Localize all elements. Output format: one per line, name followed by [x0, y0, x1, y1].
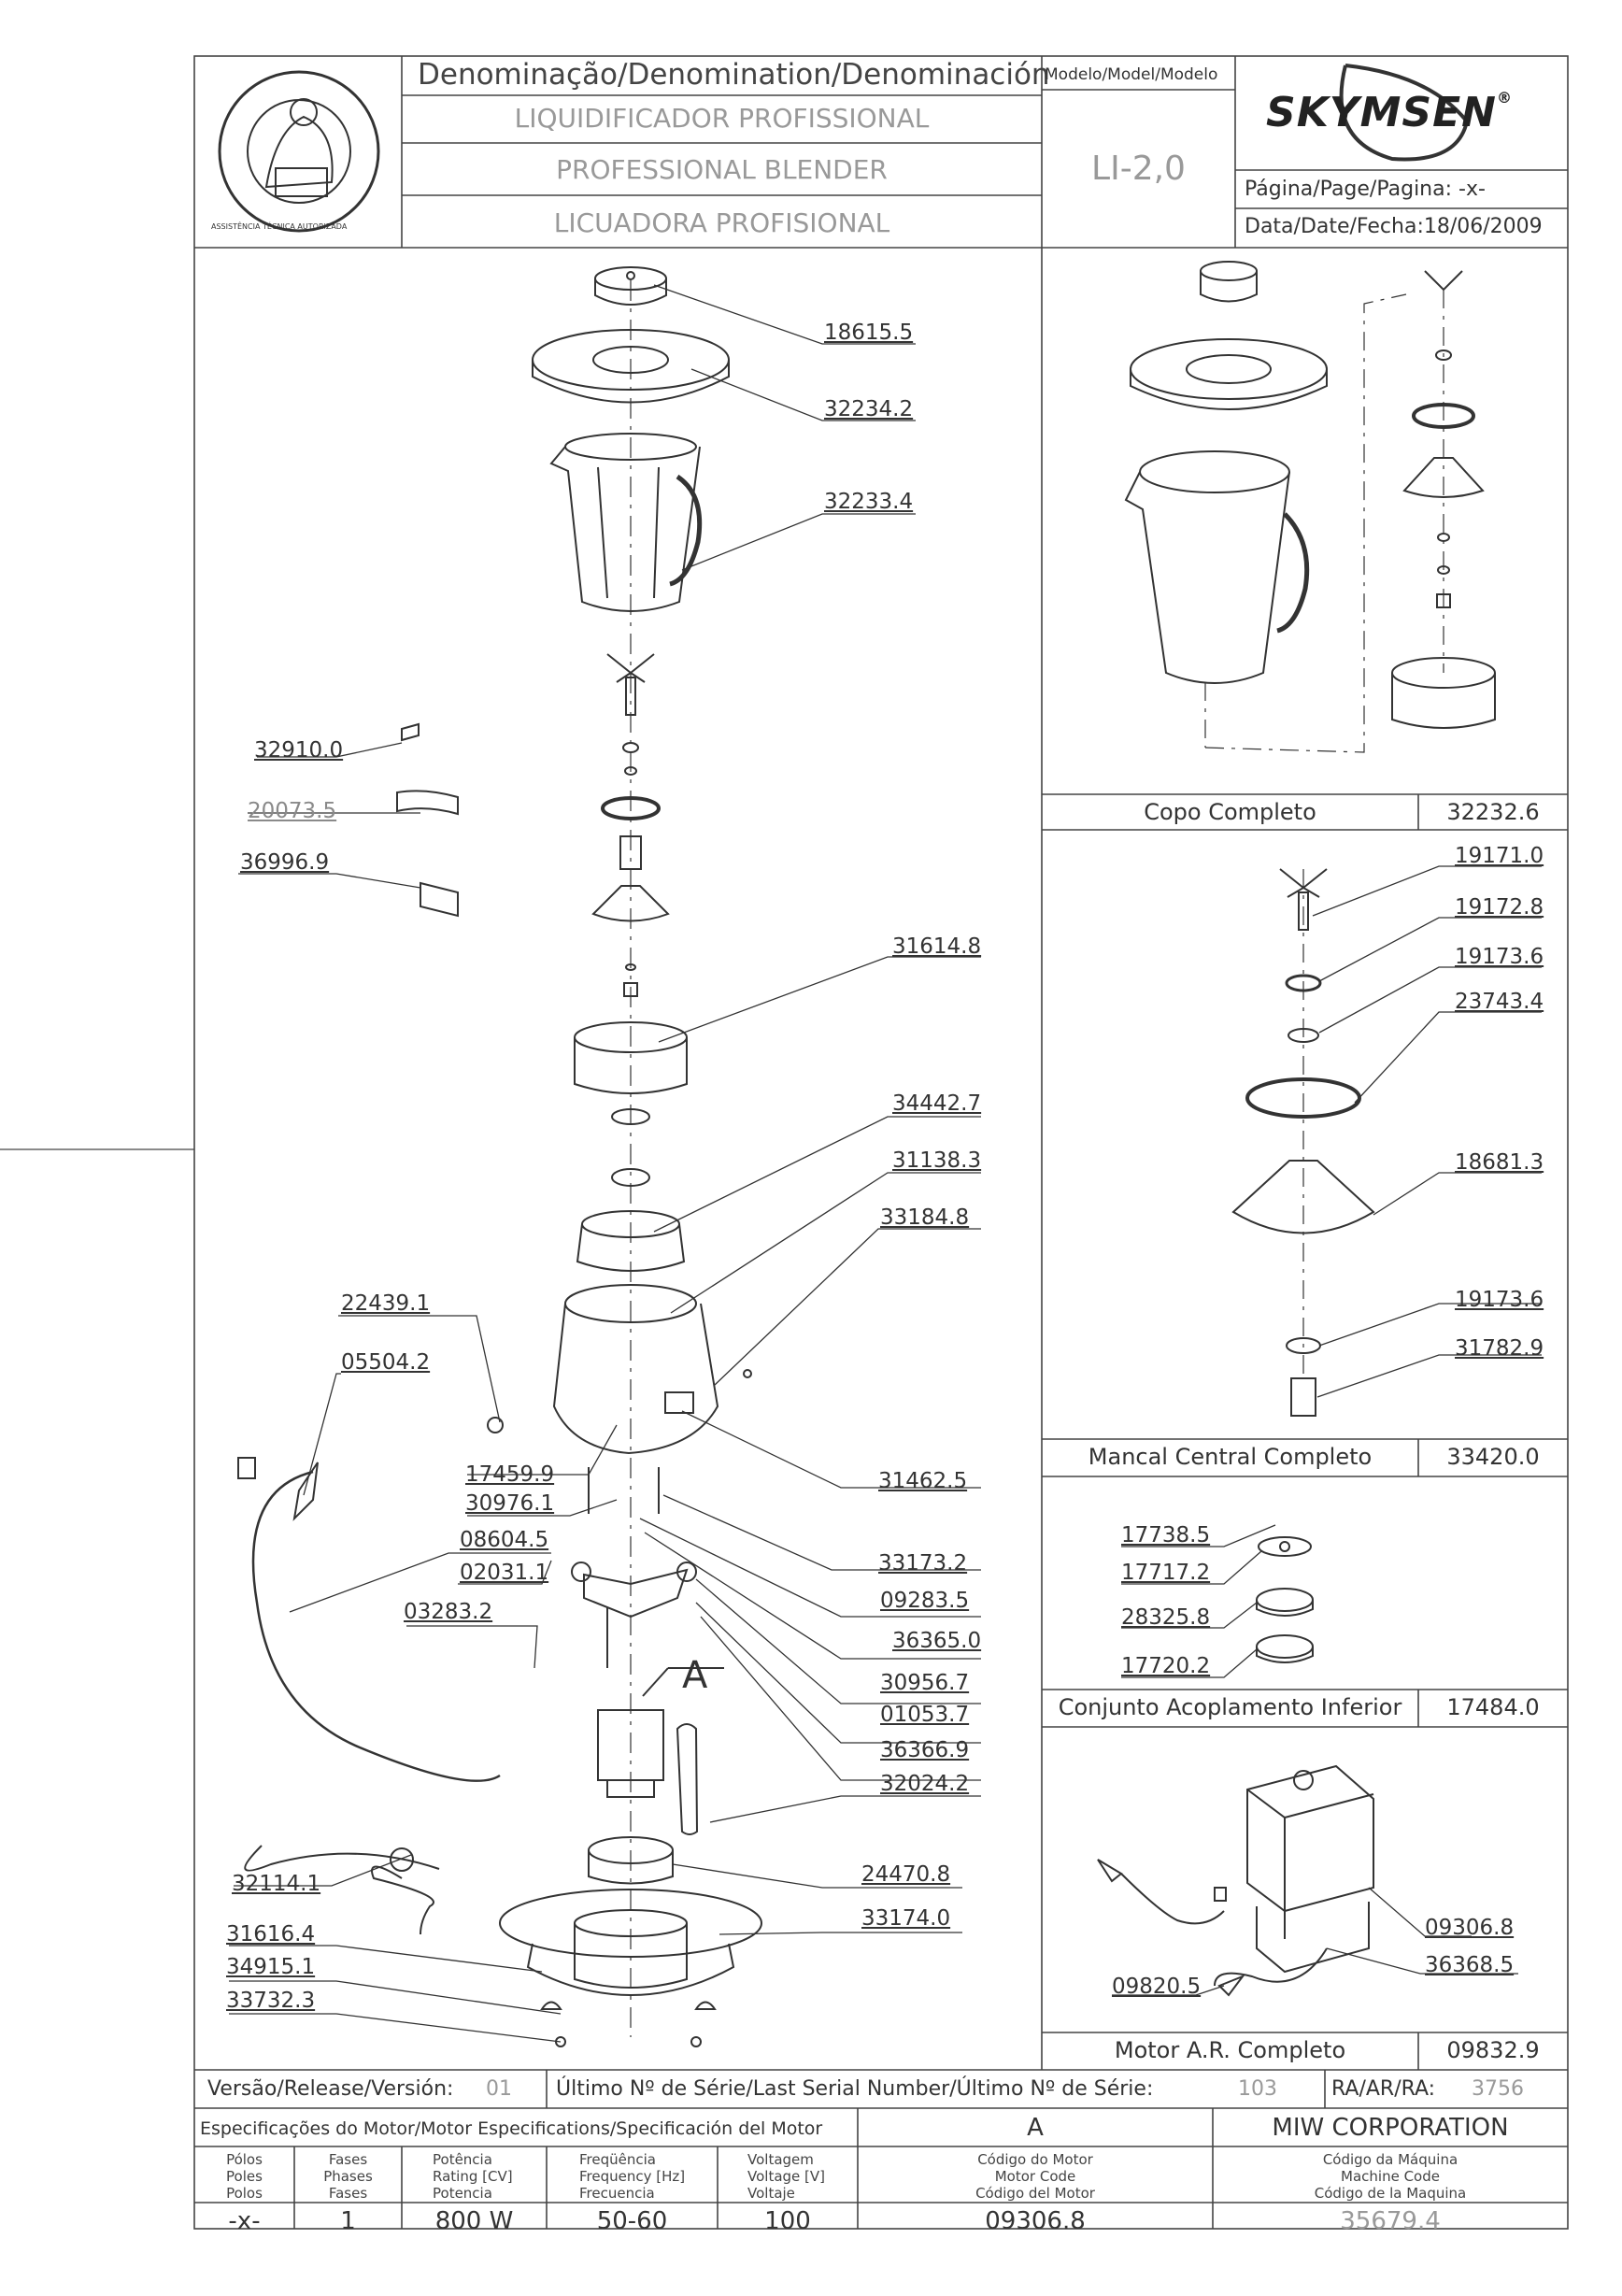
- part-label: 02031.1: [460, 1561, 549, 1585]
- part-label: 33184.8: [880, 1205, 970, 1230]
- version-value: 01: [486, 2077, 512, 2101]
- product-name-pt: LIQUIDIFICADOR PROFISSIONAL: [514, 103, 930, 134]
- spec-header-rating: Potência Rating [CV] Potencia: [433, 2151, 513, 2202]
- authorized-seal-icon: [220, 72, 378, 231]
- motor-complete-view: [1098, 1766, 1373, 1995]
- brand-mark: ®: [1497, 89, 1514, 107]
- date-label: Data/Date/Fecha:18/06/2009: [1245, 215, 1543, 238]
- acoplamento-code: 17484.0: [1446, 1694, 1540, 1720]
- part-label: 31782.9: [1455, 1336, 1544, 1361]
- spec-value-phases: 1: [340, 2207, 356, 2235]
- part-label: 30956.7: [880, 1671, 970, 1695]
- part-label: 01053.7: [880, 1703, 970, 1727]
- part-label: 17717.2: [1121, 1561, 1211, 1585]
- part-label: 09283.5: [880, 1589, 970, 1613]
- copo-complete-view: [1126, 262, 1495, 752]
- part-label: 18681.3: [1455, 1150, 1544, 1175]
- page-label: Página/Page/Pagina: -x-: [1245, 178, 1486, 201]
- part-label: 33173.2: [878, 1551, 968, 1576]
- part-label: 33174.0: [861, 1906, 951, 1931]
- part-label: 09820.5: [1112, 1975, 1202, 1999]
- part-label: 23743.4: [1455, 990, 1544, 1014]
- product-name-en: PROFESSIONAL BLENDER: [556, 154, 888, 185]
- part-label: 24470.8: [861, 1862, 951, 1887]
- seal-text: ASSISTÊNCIA TÉCNICA AUTORIZADA: [211, 222, 348, 231]
- version-label: Versão/Release/Versión:: [207, 2077, 454, 2101]
- serial-label: Último Nº de Série/Last Serial Number/Último Nº de Série:: [556, 2077, 1154, 2101]
- spec-header-phases: Fases Phases Fases: [323, 2151, 373, 2202]
- part-label: 28325.8: [1121, 1605, 1211, 1630]
- motor-title: Motor A.R. Completo: [1114, 2037, 1346, 2063]
- part-label: 32233.4: [824, 490, 914, 514]
- spec-value-rating: 800 W: [434, 2207, 514, 2235]
- spec-header-voltage: Voltagem Voltage [V] Voltaje: [747, 2151, 825, 2202]
- ra-value: 3756: [1472, 2077, 1524, 2101]
- part-label: 17738.5: [1121, 1523, 1211, 1547]
- part-label: 22439.1: [341, 1291, 431, 1316]
- part-label: 31616.4: [226, 1922, 316, 1947]
- detail-marker: A: [682, 1654, 708, 1697]
- spec-header-machine-code: Código da Máquina Machine Code Código de la Maquina: [1314, 2151, 1467, 2202]
- part-label: 31462.5: [878, 1469, 968, 1493]
- part-label: 19172.8: [1455, 895, 1544, 920]
- model-label: Modelo/Model/Modelo: [1045, 65, 1218, 84]
- part-label: 05504.2: [341, 1350, 431, 1375]
- copo-code: 32232.6: [1446, 799, 1540, 825]
- mancal-title: Mancal Central Completo: [1088, 1444, 1373, 1470]
- part-label: 36368.5: [1425, 1953, 1515, 1977]
- part-label: 34915.1: [226, 1955, 316, 1979]
- part-label: 36365.0: [892, 1629, 982, 1653]
- spec-value-frequency: 50-60: [596, 2207, 668, 2235]
- brand-name: [1266, 89, 1513, 136]
- acoplamento-title: Conjunto Acoplamento Inferior: [1058, 1694, 1402, 1720]
- part-label: 31138.3: [892, 1148, 982, 1173]
- motor-code: 09832.9: [1446, 2037, 1540, 2063]
- part-label: 03283.2: [404, 1600, 493, 1624]
- spec-header-motor-code: Código do Motor Motor Code Código del Motor: [975, 2151, 1095, 2202]
- part-label: 30976.1: [465, 1491, 555, 1516]
- part-label: 17459.9: [465, 1462, 555, 1487]
- part-label: 33732.3: [226, 1989, 316, 2013]
- spec-header-poles: Pólos Poles Polos: [226, 2151, 263, 2202]
- part-label: 20073.5: [248, 799, 337, 823]
- brand-text: SKYMSEN: [1266, 89, 1498, 136]
- part-label: 32024.2: [880, 1772, 970, 1796]
- spec-title: Especificações do Motor/Motor Especifications/Specificación del Motor: [200, 2118, 823, 2139]
- part-label: 32910.0: [254, 738, 344, 763]
- company-name: MIW CORPORATION: [1272, 2114, 1509, 2142]
- acoplamento-view: [1257, 1537, 1313, 1662]
- part-label: 17720.2: [1121, 1654, 1211, 1678]
- part-label: 09306.8: [1425, 1916, 1515, 1940]
- part-label: 19173.6: [1455, 1288, 1544, 1312]
- motor-column-value: A: [1027, 2114, 1044, 2142]
- part-label: 36996.9: [240, 850, 330, 875]
- part-label: 36366.9: [880, 1738, 970, 1762]
- part-label: 18615.5: [824, 321, 914, 345]
- product-name-es: LICUADORA PROFISIONAL: [553, 207, 890, 238]
- part-label: 32114.1: [232, 1872, 321, 1896]
- blender-exploded-view: [238, 267, 761, 2046]
- part-label: 08604.5: [460, 1528, 549, 1552]
- part-label: 32234.2: [824, 397, 914, 421]
- part-label: 31614.8: [892, 934, 982, 959]
- mancal-code: 33420.0: [1446, 1444, 1540, 1470]
- serial-value: 103: [1238, 2077, 1277, 2101]
- spec-value-motor-code: 09306.8: [985, 2207, 1086, 2235]
- spec-value-voltage: 100: [764, 2207, 811, 2235]
- copo-title: Copo Completo: [1144, 799, 1316, 825]
- part-label: 19173.6: [1455, 945, 1544, 969]
- spec-value-machine-code: 35679.4: [1340, 2207, 1441, 2235]
- denomination-label: Denominação/Denomination/Denominación: [418, 58, 1050, 92]
- spec-value-poles: -x-: [228, 2207, 261, 2235]
- part-label: 34442.7: [892, 1091, 982, 1116]
- spec-header-frequency: Freqüência Frequency [Hz] Frecuencia: [579, 2151, 686, 2202]
- part-label: 19171.0: [1455, 844, 1544, 868]
- ra-label: RA/AR/RA:: [1331, 2077, 1436, 2101]
- model-value: LI-2,0: [1091, 150, 1186, 188]
